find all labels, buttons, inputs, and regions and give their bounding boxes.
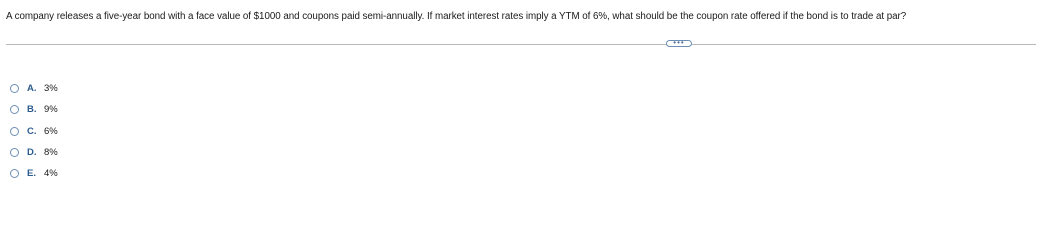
answer-option-d[interactable] [10, 142, 58, 163]
divider [6, 44, 1036, 45]
radio-button-c[interactable] [10, 127, 19, 136]
answer-option-a[interactable] [10, 78, 58, 99]
radio-button-b[interactable] [10, 105, 19, 114]
option-value: 3% [44, 83, 58, 95]
radio-button-d[interactable] [10, 148, 19, 157]
option-value: 6% [44, 125, 58, 137]
option-letter: D. [27, 147, 37, 159]
option-value: 8% [44, 147, 58, 159]
radio-button-a[interactable] [10, 84, 19, 93]
answer-option-b[interactable] [10, 99, 58, 120]
expand-more-button[interactable]: ••• [666, 40, 692, 47]
option-value: 9% [44, 104, 58, 116]
option-letter: C. [27, 125, 37, 137]
option-value: 4% [44, 168, 58, 180]
question-text: A company releases a five-year bond with a face value of $1000 and coupons paid semi-annually. If market interest rates imply a YTM of 6%, what should be the coupon rate offered if the bond is to trade at par? [6, 11, 907, 22]
option-letter: A. [27, 83, 37, 95]
answer-options [10, 78, 58, 184]
answer-option-c[interactable] [10, 121, 58, 142]
radio-button-e[interactable] [10, 169, 19, 178]
option-letter: E. [27, 168, 36, 180]
option-letter: B. [27, 104, 37, 116]
answer-option-e[interactable] [10, 163, 58, 184]
